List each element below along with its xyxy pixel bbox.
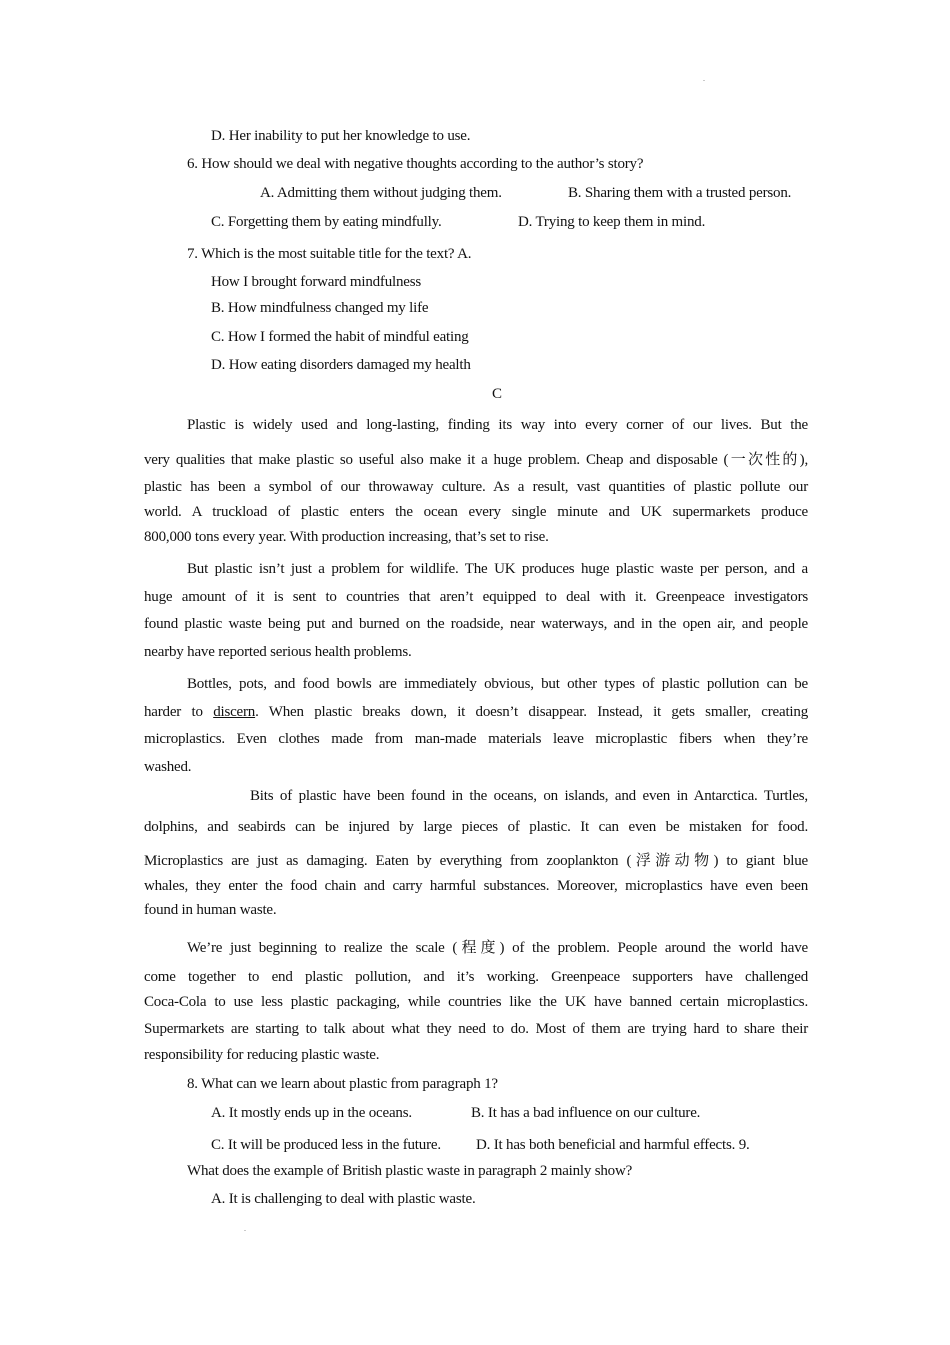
q6-option-c: C. Forgetting them by eating mindfully.	[211, 214, 442, 230]
p2-line: nearby have reported serious health problems.	[144, 644, 412, 660]
p5-line: responsibility for reducing plastic waste.	[144, 1047, 380, 1063]
p3-line: Bottles, pots, and food bowls are immediately obvious, but other types of plastic pollution can be	[187, 676, 808, 692]
q7-question: 7. Which is the most suitable title for the text? A.	[187, 246, 472, 262]
q7-option-d: D. How eating disorders damaged my health	[211, 357, 471, 373]
section-letter: C	[492, 386, 502, 402]
p1-line: plastic has been a symbol of our throwaway culture. As a result, vast quantities of plastic pollute our	[144, 479, 808, 495]
q5-option-d: D. Her inability to put her knowledge to use.	[211, 128, 471, 144]
q8-option-c: C. It will be produced less in the future.	[211, 1137, 441, 1153]
q8-question: 8. What can we learn about plastic from paragraph 1?	[187, 1076, 498, 1092]
p5-line: Coca-Cola to use less plastic packaging, while countries like the UK have banned certain microplastics.	[144, 994, 808, 1010]
passage-paragraph-5	[144, 936, 808, 1073]
p4-line: Microplastics are just as damaging. Eaten by everything from zooplankton (浮游动物) to giant blue	[144, 853, 808, 869]
passage-paragraph-1	[144, 417, 808, 554]
q6-option-b: B. Sharing them with a trusted person.	[568, 185, 792, 201]
p2-line: huge amount of it is sent to countries that aren’t equipped to deal with it. Greenpeace investigators	[144, 589, 808, 605]
p1-line: 800,000 tons every year. With production increasing, that’s set to rise.	[144, 529, 549, 545]
q6-option-a: A. Admitting them without judging them.	[260, 185, 502, 201]
q7-option-a: How I brought forward mindfulness	[211, 274, 422, 290]
p1-line: Plastic is widely used and long-lasting, finding its way into every corner of our lives. But the	[187, 417, 808, 433]
q7-option-c: C. How I formed the habit of mindful eating	[211, 329, 469, 345]
q8-option-a: A. It mostly ends up in the oceans.	[211, 1105, 412, 1121]
q9-option-a: A. It is challenging to deal with plastic waste.	[211, 1191, 476, 1207]
p4-line: dolphins, and seabirds can be injured by large pieces of plastic. It can even be mistaken for food.	[144, 819, 808, 835]
passage-paragraph-3	[144, 676, 808, 787]
p2-line: found plastic waste being put and burned on the roadside, near waterways, and in the open air, and people	[144, 616, 808, 632]
passage-paragraph-2	[144, 561, 808, 672]
p1-line: very qualities that make plastic so useful also make it a huge problem. Cheap and disposable (一次性的),	[144, 452, 808, 468]
p1-line: world. A truckload of plastic enters the ocean every single minute and UK supermarkets produce	[144, 504, 808, 520]
p3-line: microplastics. Even clothes made from man-made materials leave microplastic fibers when they’re	[144, 731, 808, 747]
underlined-word-discern: discern	[213, 704, 256, 720]
q8-option-d: D. It has both beneficial and harmful effects. 9.	[476, 1137, 750, 1153]
q6-question: 6. How should we deal with negative thoughts according to the author’s story?	[187, 156, 644, 172]
passage-paragraph-4	[144, 788, 808, 930]
p5-line: Supermarkets are starting to talk about what they need to do. Most of them are trying hard to share their	[144, 1021, 808, 1037]
p3-line: washed.	[144, 759, 192, 775]
scan-dot: .	[244, 1224, 246, 1233]
p4-line: whales, they enter the food chain and carry harmful substances. Moreover, microplastics have even been	[144, 878, 808, 894]
p5-line: come together to end plastic pollution, and it’s working. Greenpeace supporters have challenged	[144, 969, 808, 985]
p2-line: But plastic isn’t just a problem for wildlife. The UK produces huge plastic waste per person, and a	[187, 561, 808, 577]
q6-option-d: D. Trying to keep them in mind.	[518, 214, 706, 230]
scan-dot: .	[703, 74, 705, 83]
q7-option-b: B. How mindfulness changed my life	[211, 300, 429, 316]
q9-question: What does the example of British plastic waste in paragraph 2 mainly show?	[187, 1163, 633, 1179]
p4-line: Bits of plastic have been found in the oceans, on islands, and even in Antarctica. Turtles,	[250, 788, 808, 804]
p3-line	[144, 704, 808, 731]
p4-line: found in human waste.	[144, 902, 277, 918]
q8-option-b: B. It has a bad influence on our culture.	[471, 1105, 701, 1121]
p3-line-pre: harder to	[144, 704, 214, 720]
p3-line-post: . When plastic breaks down, it doesn’t disappear. Instead, it gets smaller, creating	[255, 704, 808, 720]
p5-line: We’re just beginning to realize the scale (程度) of the problem. People around the world have	[187, 940, 808, 956]
